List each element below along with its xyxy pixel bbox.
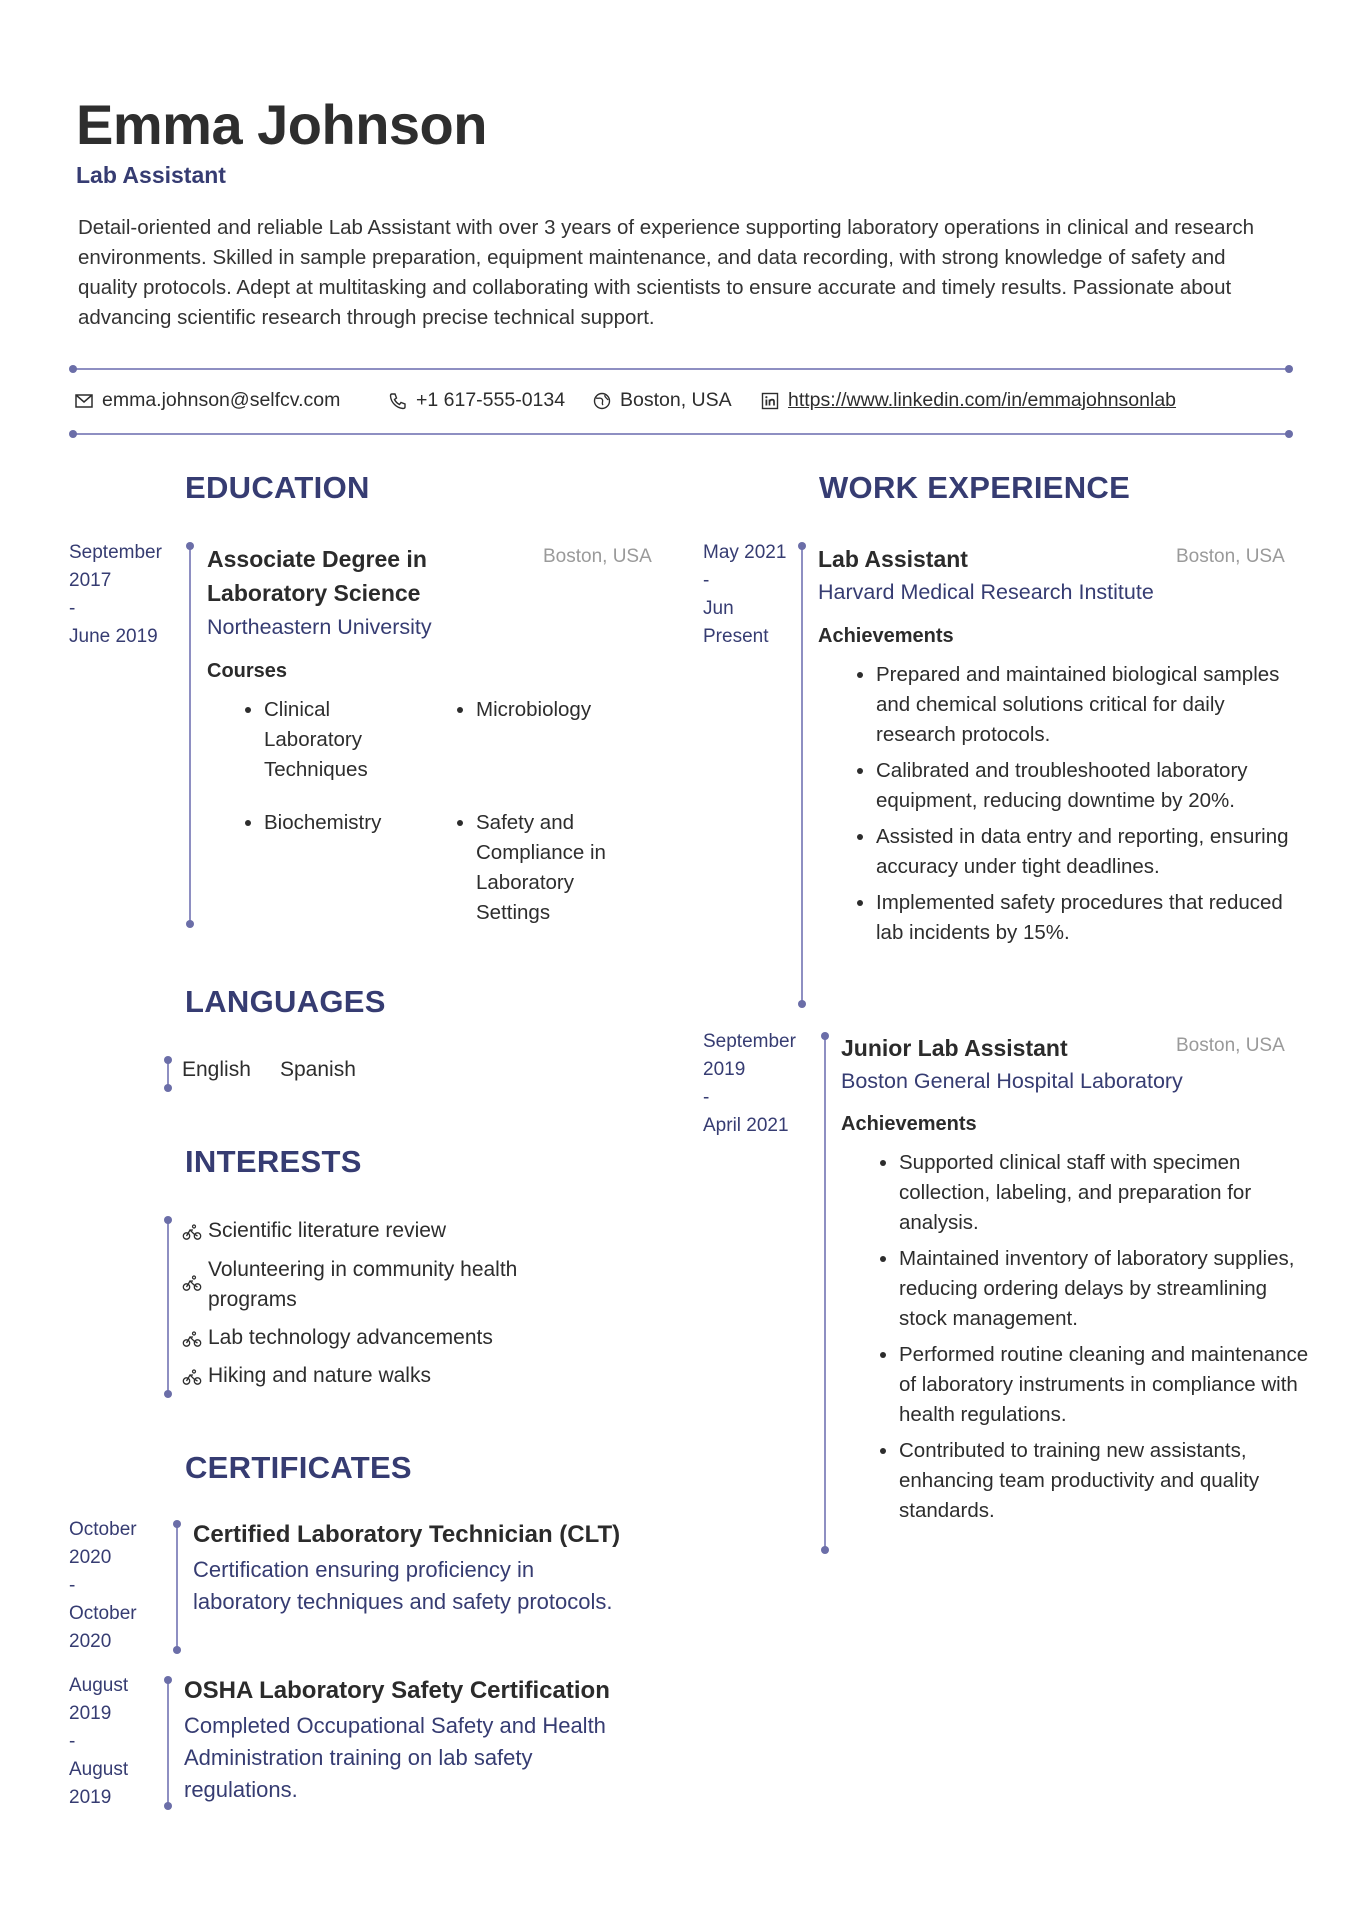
achievements-list (875, 1148, 1319, 1532)
candidate-name: Emma Johnson (76, 93, 487, 156)
globe-icon (592, 391, 612, 411)
achievements-list (852, 660, 1306, 954)
courses-label: Courses (207, 660, 288, 682)
certificate-description: Completed Occupational Safety and Health Administration training on lab safety regulations. (184, 1713, 606, 1802)
interests-heading: INTERESTS (185, 1144, 362, 1179)
courses-list-left (240, 695, 414, 791)
contact-location-text: Boston, USA (620, 389, 732, 411)
job-dates (703, 1028, 823, 1140)
job-date-sep: - (703, 1087, 710, 1108)
achievement-item: • Prepared and maintained biological samples and chemical solutions critical for daily research protocols. (876, 660, 1306, 750)
course-item: • Clinical Laboratory Techniques (264, 695, 414, 785)
languages-timeline (167, 1060, 169, 1088)
contact-phone-text: +1 617-555-0134 (416, 389, 566, 411)
contact-rule-bottom (72, 433, 1290, 435)
job-company: Harvard Medical Research Institute (818, 580, 1154, 604)
course-item: • Biochemistry (264, 808, 414, 838)
profile-summary: Detail-oriented and reliable Lab Assistant with over 3 years of experience supporting laboratory operations in clinical and research environments. Skilled in sample preparation, equipment maintenance, and data recording, with strong knowledge of safety and quality protocols. Adept at multitasking and collaborating with scientists to ensure accurate and timely results. Passionate about advancing scientific research through precise technical support. (78, 216, 1254, 329)
job-title: Junior Lab Assistant (841, 1035, 1068, 1061)
education-location: Boston, USA (543, 546, 652, 567)
job-title: Lab Assistant (818, 546, 968, 572)
achievement-item: • Performed routine cleaning and maintenance of laboratory instruments in compliance with health regulations. (899, 1340, 1319, 1430)
certificate-date-sep: - (69, 1575, 76, 1596)
interest-item (182, 1361, 582, 1391)
certificate-dates (69, 1672, 149, 1812)
certificate-description: Certification ensuring proficiency in laboratory techniques and safety protocols. (193, 1557, 613, 1614)
contact-rule-top (72, 368, 1290, 370)
education-date-end: June 2019 (69, 626, 158, 647)
certificate-date-start: August 2019 (69, 1675, 129, 1724)
education-dates (69, 539, 189, 651)
achievement-item: • Assisted in data entry and reporting, ensuring accuracy under tight deadlines. (876, 822, 1306, 882)
certificate-date-start: October 2020 (69, 1519, 137, 1568)
education-school: Northeastern University (207, 615, 432, 639)
certificate-title: OSHA Laboratory Safety Certification (184, 1677, 610, 1704)
certificate-date-end: August 2019 (69, 1759, 129, 1808)
contact-phone[interactable] (388, 389, 565, 412)
education-timeline (189, 546, 191, 924)
certificate-date-sep: - (69, 1731, 76, 1752)
interest-item (182, 1255, 582, 1315)
job-date-end-present: Present (703, 626, 769, 647)
achievement-item: • Contributed to training new assistants, enhancing team productivity and quality standards. (899, 1436, 1319, 1526)
certificate-date-end: October 2020 (69, 1603, 137, 1652)
job-date-start: May 2021 (703, 542, 787, 563)
contact-email[interactable] (74, 389, 340, 412)
education-heading: EDUCATION (185, 470, 370, 505)
courses-list-left-2 (240, 808, 414, 844)
language-item: English (182, 1058, 251, 1081)
education-degree-line2: Laboratory Science (207, 580, 421, 606)
bicycle-icon (182, 1329, 202, 1349)
achievement-item: • Calibrated and troubleshooted laboratory equipment, reducing downtime by 20%. (876, 756, 1306, 816)
job-date-start: September 2019 (703, 1031, 796, 1080)
linkedin-link[interactable]: https://www.linkedin.com/in/emmajohnsonlab (788, 389, 1177, 411)
achievement-item: • Implemented safety procedures that reduced lab incidents by 15%. (876, 888, 1306, 948)
phone-icon (388, 391, 408, 411)
achievement-item: • Maintained inventory of laboratory supplies, reducing ordering delays by streamlining stock management. (899, 1244, 1319, 1334)
achievement-item: • Supported clinical staff with specimen collection, labeling, and preparation for analysis. (899, 1148, 1319, 1238)
course-item: • Safety and Compliance in Laboratory Settings (476, 808, 636, 928)
achievements-label: Achievements (841, 1113, 977, 1135)
bicycle-icon (182, 1222, 202, 1242)
job-location: Boston, USA (1176, 1035, 1285, 1056)
job-dates (703, 539, 786, 651)
interest-item (182, 1216, 582, 1246)
achievements-label: Achievements (818, 625, 954, 647)
education-degree (207, 542, 427, 610)
job-location: Boston, USA (1176, 546, 1285, 567)
contact-location (592, 389, 732, 412)
education-degree-line1: Associate Degree in (207, 546, 427, 572)
job-title: Lab Assistant (76, 162, 226, 188)
job-date-end: April 2021 (703, 1115, 789, 1136)
bicycle-icon (182, 1273, 202, 1293)
course-item: • Microbiology (476, 695, 666, 725)
certificate-title: Certified Laboratory Technician (CLT) (193, 1521, 621, 1548)
mail-icon (74, 391, 94, 411)
interest-text: Hiking and nature walks (208, 1364, 431, 1387)
contact-email-text: emma.johnson@selfcv.com (102, 389, 341, 411)
job-company: Boston General Hospital Laboratory (841, 1069, 1183, 1093)
certificate-timeline (167, 1680, 169, 1806)
certificates-heading: CERTIFICATES (185, 1450, 412, 1485)
courses-list-right-2 (452, 808, 636, 934)
languages-heading: LANGUAGES (185, 984, 386, 1019)
linkedin-icon (760, 391, 780, 411)
interest-text: Volunteering in community health programs (208, 1258, 518, 1311)
interest-text: Lab technology advancements (208, 1326, 493, 1349)
courses-list-right (452, 695, 666, 731)
job-timeline (801, 546, 803, 1004)
job-date-sep: - (703, 570, 710, 591)
interest-text: Scientific literature review (208, 1219, 447, 1242)
work-heading: WORK EXPERIENCE (819, 470, 1131, 505)
job-timeline (824, 1036, 826, 1550)
certificate-dates (69, 1516, 159, 1656)
language-item: Spanish (280, 1058, 356, 1081)
bicycle-icon (182, 1367, 202, 1387)
job-date-end: Jun (703, 598, 734, 619)
interest-item (182, 1323, 582, 1353)
education-date-start: September 2017 (69, 542, 162, 591)
interests-timeline (167, 1220, 169, 1394)
certificate-timeline (176, 1524, 178, 1650)
contact-linkedin[interactable] (760, 389, 1176, 412)
education-date-sep: - (69, 598, 76, 619)
